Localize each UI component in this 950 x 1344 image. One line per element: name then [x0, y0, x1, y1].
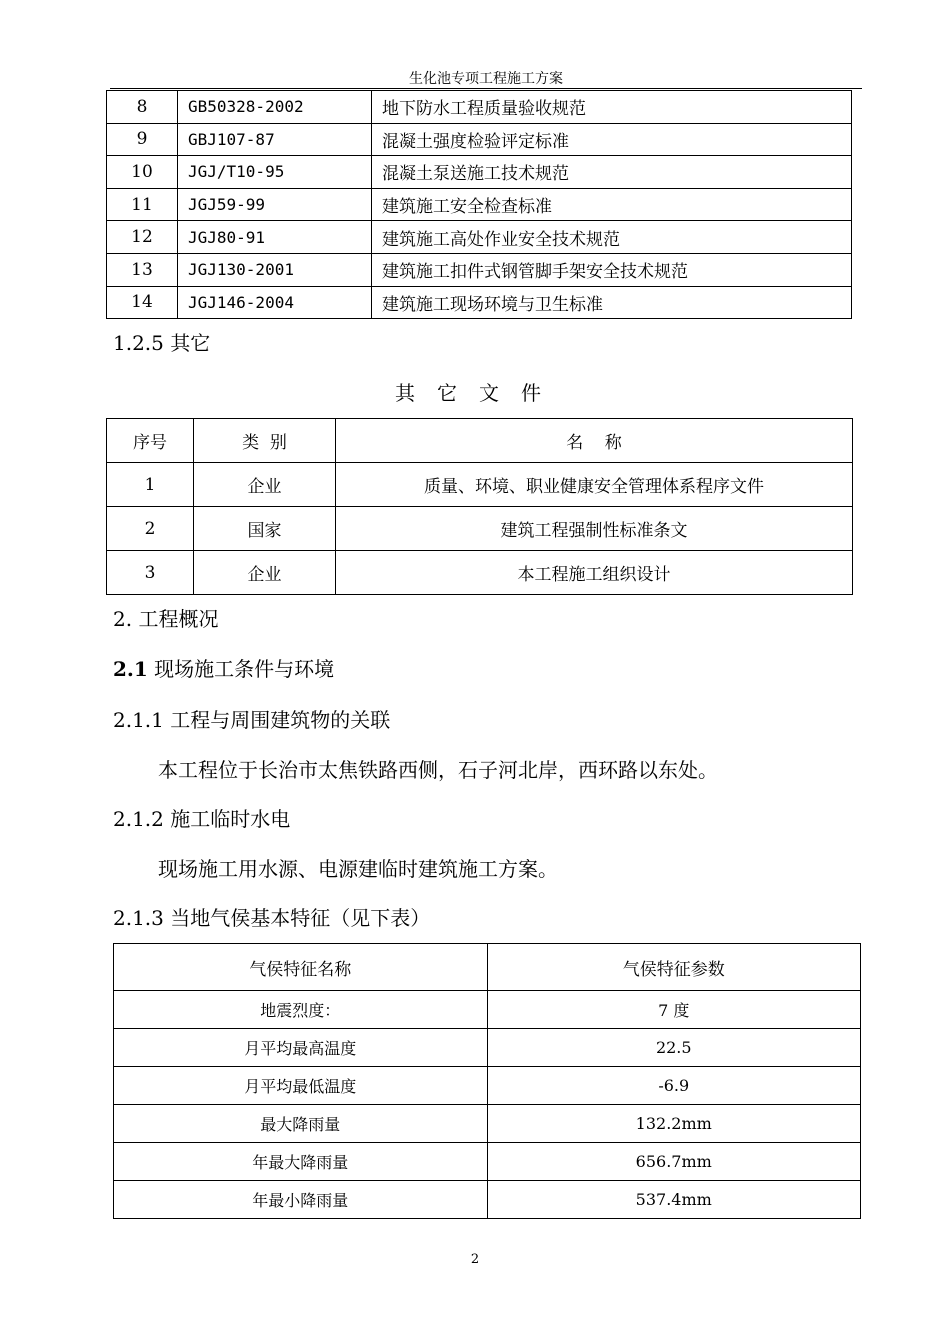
page-number: 2: [470, 1252, 480, 1267]
table-row: [107, 253, 852, 286]
section-heading-2-1-3: 2.1.3 当地气侯基本特征（见下表）: [113, 906, 431, 930]
standard-title: 建筑施工现场环境与卫生标准: [372, 286, 852, 319]
table-row: [114, 1143, 861, 1181]
column-header: 序号: [107, 419, 194, 463]
row-number: 8: [107, 91, 178, 124]
table-row: [114, 1029, 861, 1067]
table-row: [114, 1067, 861, 1105]
table-row: [114, 1105, 861, 1143]
other-docs-table: [106, 418, 853, 595]
climate-feature-name: 年最大降雨量: [114, 1143, 488, 1181]
table-row: [107, 188, 852, 221]
standard-title: 建筑施工安全检查标准: [372, 188, 852, 221]
climate-feature-value: 132.2mm: [487, 1105, 861, 1143]
table-row: [107, 507, 853, 551]
other-docs-title: 其它文件: [395, 381, 563, 405]
column-header: 类 别: [194, 419, 336, 463]
section-heading-2-1-2: 2.1.2 施工临时水电: [113, 807, 291, 831]
row-number: 12: [107, 221, 178, 254]
table-header-row: [114, 944, 861, 991]
page-header: 生化池专项工程施工方案: [110, 70, 862, 89]
row-number: 9: [107, 123, 178, 156]
paragraph-2-1-1: 本工程位于长治市太焦铁路西侧，石子河北岸，西环路以东处。: [158, 758, 718, 782]
doc-category: 企业: [194, 551, 336, 595]
column-header: 气侯特征参数: [487, 944, 861, 991]
table-row: [107, 156, 852, 189]
table-row: [114, 991, 861, 1029]
section-title: 现场施工条件与环境: [154, 657, 335, 681]
section-heading-2-1: [113, 653, 334, 682]
section-number: 2.1: [113, 657, 148, 681]
paragraph-2-1-2: 现场施工用水源、电源建临时建筑施工方案。: [158, 857, 558, 881]
standard-code: JGJ/T10-95: [178, 156, 372, 189]
row-number: 2: [107, 507, 194, 551]
doc-name: 质量、环境、职业健康安全管理体系程序文件: [336, 463, 853, 507]
section-heading-2: 2. 工程概况: [113, 607, 219, 631]
table-row: [107, 551, 853, 595]
standard-title: 混凝土泵送施工技术规范: [372, 156, 852, 189]
standard-code: JGJ130-2001: [178, 253, 372, 286]
table-header-row: [107, 419, 853, 463]
table-row: [107, 463, 853, 507]
doc-category: 企业: [194, 463, 336, 507]
standard-code: JGJ80-91: [178, 221, 372, 254]
climate-feature-value: 656.7mm: [487, 1143, 861, 1181]
climate-feature-name: 月平均最高温度: [114, 1029, 488, 1067]
standard-code: JGJ146-2004: [178, 286, 372, 319]
standard-code: GBJ107-87: [178, 123, 372, 156]
standards-table: [106, 90, 852, 319]
table-row: [107, 221, 852, 254]
row-number: 1: [107, 463, 194, 507]
section-heading-1-2-5: 1.2.5 其它: [113, 331, 211, 355]
climate-table: [113, 943, 861, 1219]
column-header: 气侯特征名称: [114, 944, 488, 991]
standard-title: 建筑施工扣件式钢管脚手架安全技术规范: [372, 253, 852, 286]
standard-title: 地下防水工程质量验收规范: [372, 91, 852, 124]
climate-feature-value: -6.9: [487, 1067, 861, 1105]
standard-title: 混凝土强度检验评定标准: [372, 123, 852, 156]
climate-feature-name: 地震烈度：: [114, 991, 488, 1029]
row-number: 13: [107, 253, 178, 286]
standard-code: JGJ59-99: [178, 188, 372, 221]
row-number: 3: [107, 551, 194, 595]
row-number: 10: [107, 156, 178, 189]
row-number: 14: [107, 286, 178, 319]
doc-name: 本工程施工组织设计: [336, 551, 853, 595]
table-row: [107, 286, 852, 319]
section-heading-2-1-1: 2.1.1 工程与周围建筑物的关联: [113, 708, 391, 732]
climate-feature-value: 7 度: [487, 991, 861, 1029]
climate-feature-value: 22.5: [487, 1029, 861, 1067]
climate-feature-name: 月平均最低温度: [114, 1067, 488, 1105]
table-row: [107, 123, 852, 156]
table-row: [107, 91, 852, 124]
climate-feature-value: 537.4mm: [487, 1181, 861, 1219]
doc-name: 建筑工程强制性标准条文: [336, 507, 853, 551]
standard-title: 建筑施工高处作业安全技术规范: [372, 221, 852, 254]
climate-feature-name: 年最小降雨量: [114, 1181, 488, 1219]
column-header: 名 称: [336, 419, 853, 463]
climate-feature-name: 最大降雨量: [114, 1105, 488, 1143]
standard-code: GB50328-2002: [178, 91, 372, 124]
row-number: 11: [107, 188, 178, 221]
table-row: [114, 1181, 861, 1219]
doc-category: 国家: [194, 507, 336, 551]
